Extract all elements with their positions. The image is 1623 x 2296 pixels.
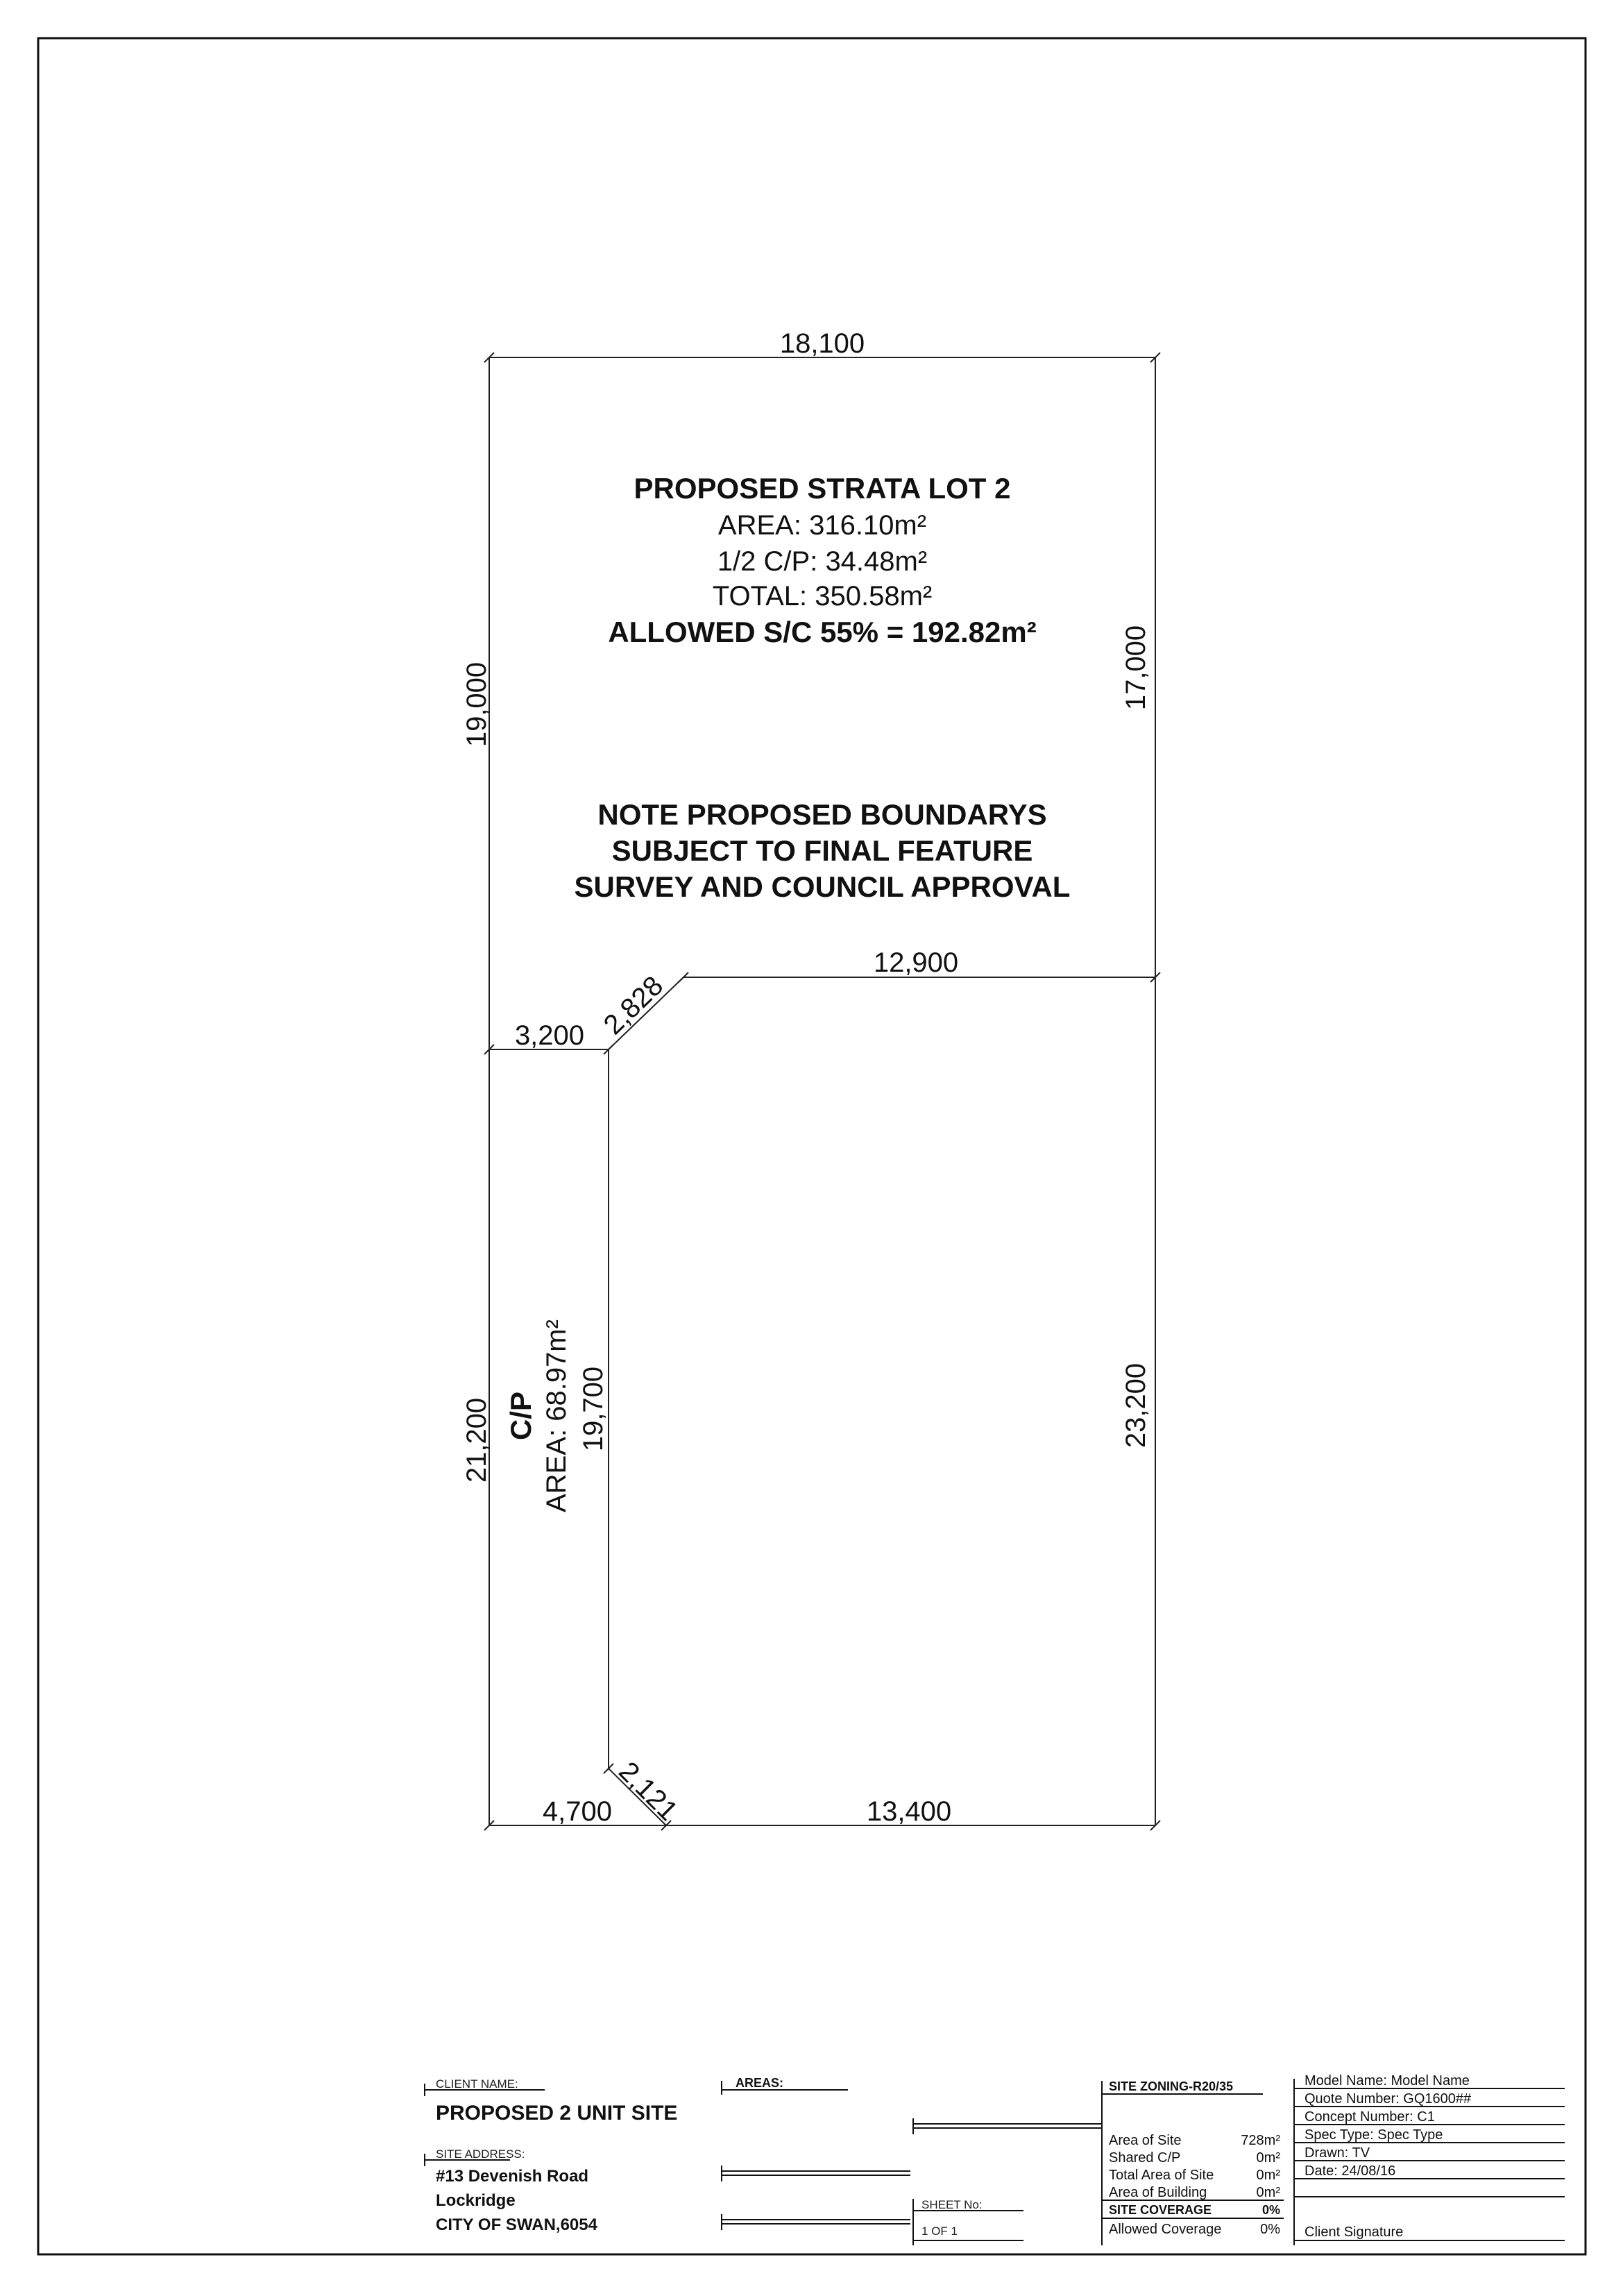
allowed-coverage-label: Allowed Coverage <box>1109 2222 1222 2237</box>
zoning-row-4-value: 0m² <box>1256 2185 1280 2200</box>
dim-inner-vertical: 19,700 <box>578 1366 609 1452</box>
lot-half-cp: 1/2 C/P: 34.48m² <box>717 546 928 577</box>
dim-left-lower: 21,200 <box>461 1397 492 1483</box>
spec-type: Spec Type: Spec Type <box>1305 2127 1443 2143</box>
sheet-value: 1 OF 1 <box>921 2225 958 2238</box>
zoning-row-3-value: 0m² <box>1256 2168 1280 2183</box>
zoning-title: SITE ZONING-R20/35 <box>1109 2079 1234 2093</box>
model-name: Model Name: Model Name <box>1305 2073 1470 2088</box>
dim-right-upper: 17,000 <box>1121 625 1151 711</box>
client-label: CLIENT NAME: <box>436 2077 518 2091</box>
lot-area: AREA: 316.10m² <box>717 510 927 541</box>
note-line-1: NOTE PROPOSED BOUNDARYS <box>597 798 1047 831</box>
client-value: PROPOSED 2 UNIT SITE <box>436 2102 678 2125</box>
site-coverage-label: SITE COVERAGE <box>1109 2203 1212 2217</box>
zoning-row-1-value: 728m² <box>1241 2133 1280 2148</box>
zoning-row-2-label: Shared C/P <box>1109 2150 1181 2166</box>
lot-title: PROPOSED STRATA LOT 2 <box>634 472 1011 505</box>
dim-bottom-left: 4,700 <box>542 1796 613 1827</box>
zoning-row-1-label: Area of Site <box>1109 2133 1182 2148</box>
dim-mid-right: 12,900 <box>873 947 959 978</box>
client-signature: Client Signature <box>1305 2225 1404 2240</box>
zoning-row-2-value: 0m² <box>1256 2150 1280 2166</box>
dim-bottom-right: 13,400 <box>866 1796 952 1827</box>
address-line-2: Lockridge <box>436 2191 516 2210</box>
title-block <box>425 2073 1565 2245</box>
note-line-3: SURVEY AND COUNCIL APPROVAL <box>574 870 1071 903</box>
drawn-by: Drawn: TV <box>1305 2145 1370 2161</box>
zoning-row-3-label: Total Area of Site <box>1109 2168 1214 2183</box>
site-address-label: SITE ADDRESS: <box>436 2147 525 2161</box>
areas-label: AREAS: <box>736 2076 784 2090</box>
dim-diag-upper: 2,828 <box>597 970 670 1041</box>
drawing-date: Date: 24/08/16 <box>1305 2163 1396 2179</box>
cp-label: C/P <box>504 1391 537 1441</box>
allowed-coverage-value: 0% <box>1260 2222 1280 2237</box>
quote-number: Quote Number: GQ1600## <box>1305 2091 1472 2107</box>
dim-diag-lower: 2,121 <box>613 1755 684 1827</box>
lot-allowed-coverage: ALLOWED S/C 55% = 192.82m² <box>608 616 1037 648</box>
address-line-3: CITY OF SWAN,6054 <box>436 2215 597 2234</box>
zoning-row-4-label: Area of Building <box>1109 2185 1207 2200</box>
dim-mid-left: 3,200 <box>514 1020 585 1051</box>
dim-right-lower: 23,200 <box>1121 1362 1151 1449</box>
concept-number: Concept Number: C1 <box>1305 2109 1435 2125</box>
note-line-2: SUBJECT TO FINAL FEATURE <box>611 834 1033 867</box>
sheet-border <box>38 38 1586 2254</box>
site-coverage-value: 0% <box>1261 2203 1280 2217</box>
dim-left-upper: 19,000 <box>461 661 492 748</box>
dim-top: 18,100 <box>779 328 865 359</box>
cp-area: AREA: 68.97m² <box>541 1319 572 1512</box>
lot-total: TOTAL: 350.58m² <box>712 581 933 611</box>
address-line-1: #13 Devenish Road <box>436 2167 589 2186</box>
sheet-label: SHEET No: <box>921 2198 983 2211</box>
lot-boundary <box>489 357 1155 1825</box>
